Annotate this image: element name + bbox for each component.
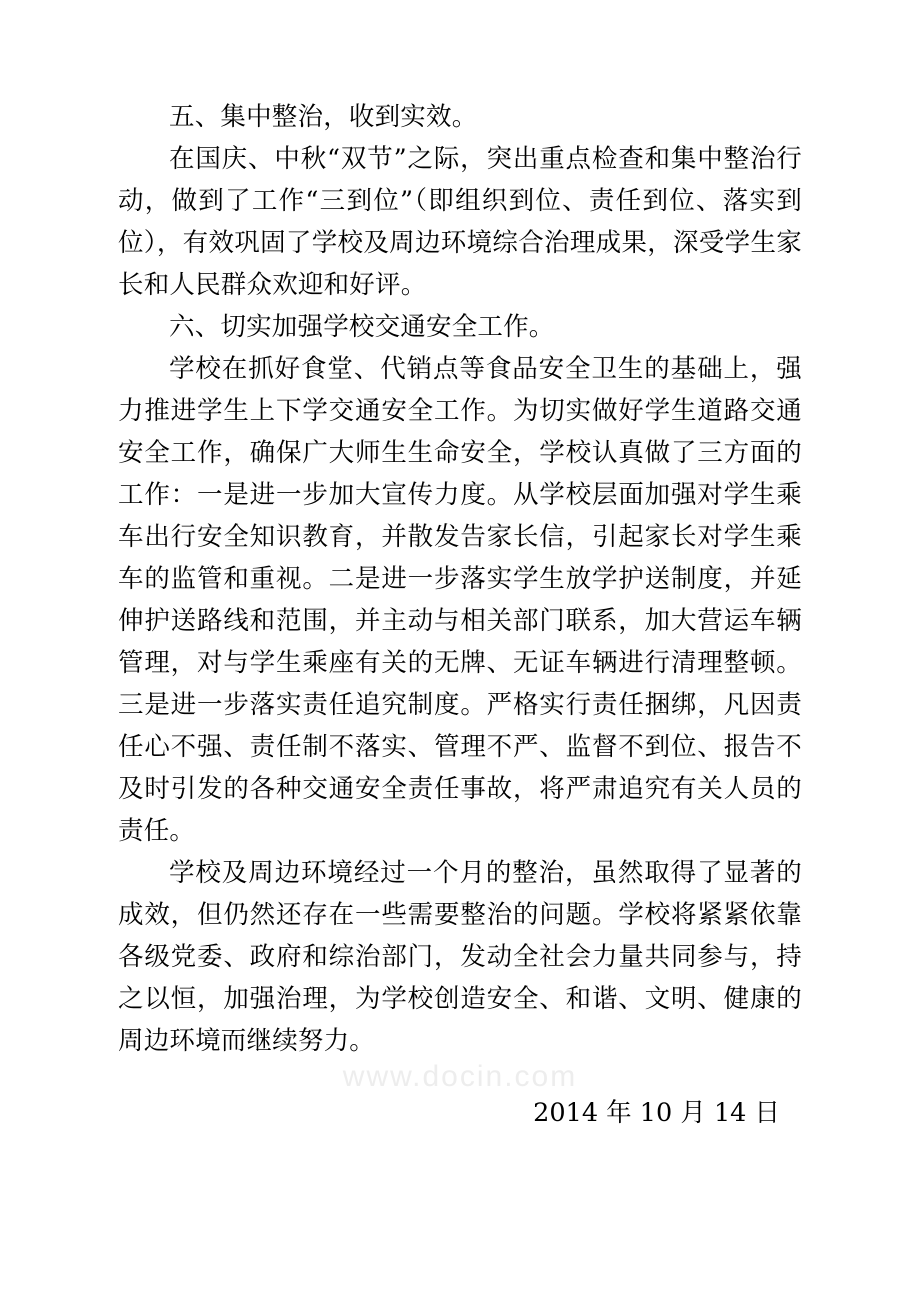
paragraph-section-5-text: 在国庆、中秋“双节”之际，突出重点检查和集中整治行动，做到了工作“三到位”（即组织到位、责任到位、落实到位），有效巩固了学校及周边环境综合治理成果，深受学生家长和人民群众欢迎和好评。: [118, 144, 802, 300]
paragraph-heading-5: 五、集中整治，收到实效。: [169, 102, 478, 132]
paragraph-section-6-text: 学校在抓好食堂、代销点等食品安全卫生的基础上，强力推进学生上下学交通安全工作。为切实做好学生道路交通安全工作，确保广大师生生命安全，学校认真做了三方面的工作：一是进一步加大宣传力度。从学校层面加强对学生乘车出行安全知识教育，并散发告家长信，引起家长对学生乘车的监管和重视。二是进一步落实学生放学护送制度，并延伸护送路线和范围，并主动与相关部门联系，加大营运车辆管理，对与学生乘座有关的无牌、无证车辆进行清理整顿。三是进一步落实责任追究制度。严格实行责任捆绑，凡因责任心不强、责任制不落实、管理不严、监督不到位、报告不及时引发的各种交通安全责任事故，将严肃追究有关人员的责任。: [118, 354, 802, 846]
watermark-text: www.docin.com: [342, 1060, 578, 1093]
document-body: [118, 96, 802, 1134]
document-date: 2014 年 10 月 14 日: [533, 1098, 780, 1128]
paragraph-heading-6: 六、切实加强学校交通安全工作。: [169, 312, 555, 342]
paragraph-closing-text: 学校及周边环境经过一个月的整治，虽然取得了显著的成效，但仍然还存在一些需要整治的问题。学校将紧紧依靠各级党委、政府和综治部门，发动全社会力量共同参与，持之以恒，加强治理，为学校创造安全、和谐、文明、健康的周边环境而继续努力。: [118, 858, 802, 1056]
